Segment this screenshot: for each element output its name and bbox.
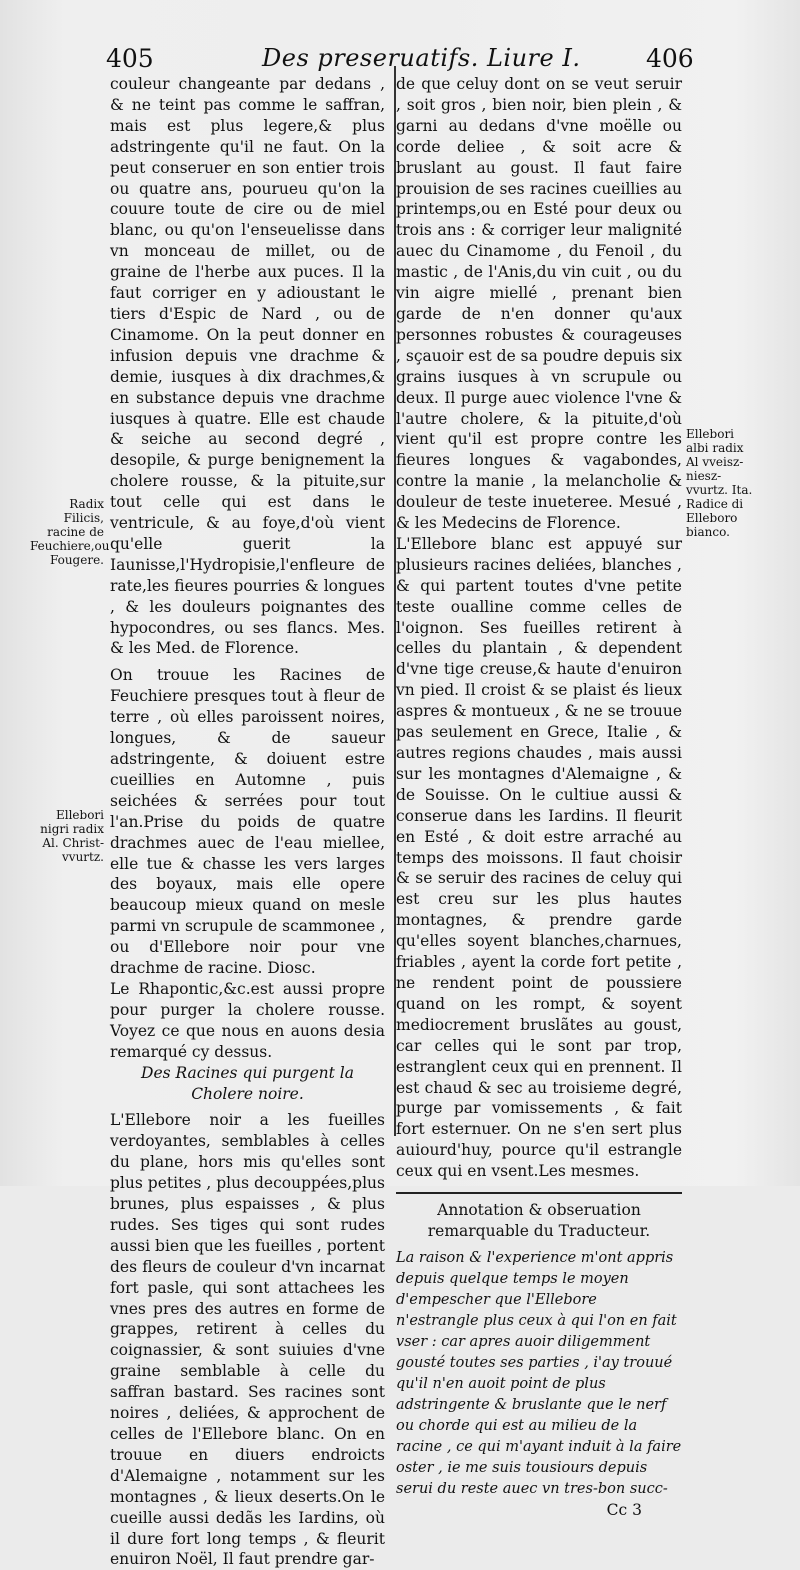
page-number-left: 405 — [106, 44, 154, 73]
paragraph: couleur changeante par dedans , & ne teint pas comme le saffran, mais est plus legere,& plus adstringente qu'il ne faut. On la peut conseruer en son entier trois ou quatre ans, pourueu qu'on la couure toute de cire ou de miel blanc, ou qu'on l'enseuelisse dans vn monceau de millet, ou de graine de l'herbe aux puces. Il la faut corriger en y adioustant le tiers d'Espic de Nard , ou de Cinamome. On la peut donner en infusion depuis vne drachme & demie, iusques à dix drachmes,& en substance depuis vne drachme iusques à quatre. Elle est chaude & seiche au second degré , desopile, & purge benignement la cholere rousse, & la pituite,sur tout celle qui est dans le ventricule, & au foye,d'où vient qu'elle guerit la Iaunisse,l'Hydropisie,l'enfleure de rate,les fieures pourries & longues , & les douleurs poignantes des hypocondres, ou ses flancs. Mes. & les Med. de Florence. — [110, 75, 385, 658]
right-column — [396, 74, 682, 1521]
running-title: Des preseruatifs. Liure I. — [262, 44, 581, 72]
annotation-title: Annotation & obseruation remarquable du Traducteur. — [427, 1201, 651, 1240]
section-rule — [396, 1192, 682, 1194]
paragraph: de que celuy dont on se veut seruir , soit gros , bien noir, bien plein , & garni au dedans d'vne moëlle ou corde deliee , & soit acre & bruslant au goust. Il faut faire prouision de ses racines cueillies au printemps,ou en Esté pour deux ou trois ans : & corriger leur malignité auec du Cinamome , du Fenoil , du mastic , de l'Anis,du vin cuit , ou du vin aigre miellé , prenant bien garde de n'en donner qu'aux personnes robustes & courageuses , sçauoir est de sa poudre depuis six grains iusques à vn scrupule ou deux. Il purge auec violence l'vne & l'autre cholere, & la pituite,d'où vient qu'il est propre contre les fieures longues & vagabondes, contre la manie , la melancholie & douleur de teste inueteree. Mesué , & les Medecins de Florence. — [396, 75, 682, 533]
paragraph: L'Ellebore noir a les fueilles verdoyantes, semblables à celles du plane, hors mis qu'elles sont plus petites , plus decouppées,plus brunes, plus espaisses , & plus rudes. Ses tiges qui sont rudes aussi bien que les fueilles , portent des fleurs de couleur d'vn incarnat fort pasle, qui sont attachees les vnes pres des autres en forme de grappes, retirent à celles du coignassier, & sont suiuies d'vne graine semblable à celle du saffran bastard. Ses racines sont noires , deliées, & approchent de celles de l'Ellebore blanc. On en trouue en diuers endroicts d'Alemaigne , notamment sur les montagnes , & lieux deserts.On le cueille aussi dedãs les Iardins, où il dure fort long temps , & fleurit enuiron Noël, Il faut prendre gar- — [110, 1111, 385, 1569]
page-number-right: 406 — [646, 44, 694, 73]
margin-note-white-hellebore: Ellebori albi radix Al vveisz-niesz-vvurtz. Ita. Radice di Elleboro bianco. — [686, 427, 753, 539]
paragraph: Le Rhapontic,&c.est aussi propre pour purger la cholere rousse. Voyez ce que nous en auons desia remarqué cy dessus. — [110, 979, 385, 1061]
paragraph: L'Ellebore blanc est appuyé sur plusieurs racines deliées, blanches , & qui partent toutes d'vne petite teste oualline comme celles de l'oignon. Ses fueilles retirent à celles du plantain , & dependent d'vne tige creuse,& haute d'enuiron vn pied. Il croist & se plaist és lieux aspres & montueux , & ne se trouue pas seulement en Grece, Italie , & autres regions chaudes , mais aussi sur les montagnes d'Alemaigne , & de Souisse. On le cultiue aussi & conserue dans les Iardins. Il fleurit en Esté , & doit estre arraché au temps des moissons. Il faut choisir & se seruir des racines de celuy qui est creu sur les plus hautes montagnes, & prendre garde qu'elles soyent blanches,charnues, friables , ayent la corde fort petite , ne rendent point de poussiere quand on les rompt, & soyent mediocrement bruslãtes au goust, car celles qui le sont par trop, estranglent ceux qui en prennent. Il est chaud & sec au troisieme degré, purge par vomissements , & fait fort esternuer. On ne s'en sert plus auiourd'huy, pource qu'il estrangle ceux qui en vsent.Les mesmes. — [396, 534, 682, 1181]
signature-mark: Cc 3 — [606, 1500, 642, 1519]
paragraph: On trouue les Racines de Feuchiere presques tout à fleur de terre , où elles paroissent noires, longues, & de saueur adstringente, & doiuent estre cueillies en Automne , puis seichées & serrées pour tout l'an.Prise du poids de quatre drachmes auec de l'eau miellee, elle tue & chasse les vers larges des boyaux, mais elle opere beaucoup mieux quand on mesle parmi vn scrupule de scammonee , ou d'Ellebore noir pour vne drachme de racine. Diosc. — [110, 666, 385, 978]
margin-note-fern: Radix Filicis, racine de Feuchiere,ou Fougere. — [30, 497, 110, 567]
left-column — [110, 74, 385, 1570]
margin-note-black-hellebore: Ellebori nigri radix Al. Christ-vvurtz. — [40, 808, 104, 864]
annotation-text: La raison & l'experience m'ont appris depuis quelque temps le moyen d'empescher que l'Ellebore n'estrangle plus ceux à qui l'on en fait vser : car apres auoir diligemment gousté toutes ses parties , i'ay trouué qu'il n'en auoit point de plus adstringente & bruslante que le nerf ou chorde qui est au milieu de la racine , ce qui m'ayant induit à la faire oster , ie me suis tousiours depuis serui du reste auec vn tres-bon succ- — [396, 1249, 682, 1497]
section-title: Des Racines qui purgent la Cholere noire. — [141, 1063, 354, 1103]
